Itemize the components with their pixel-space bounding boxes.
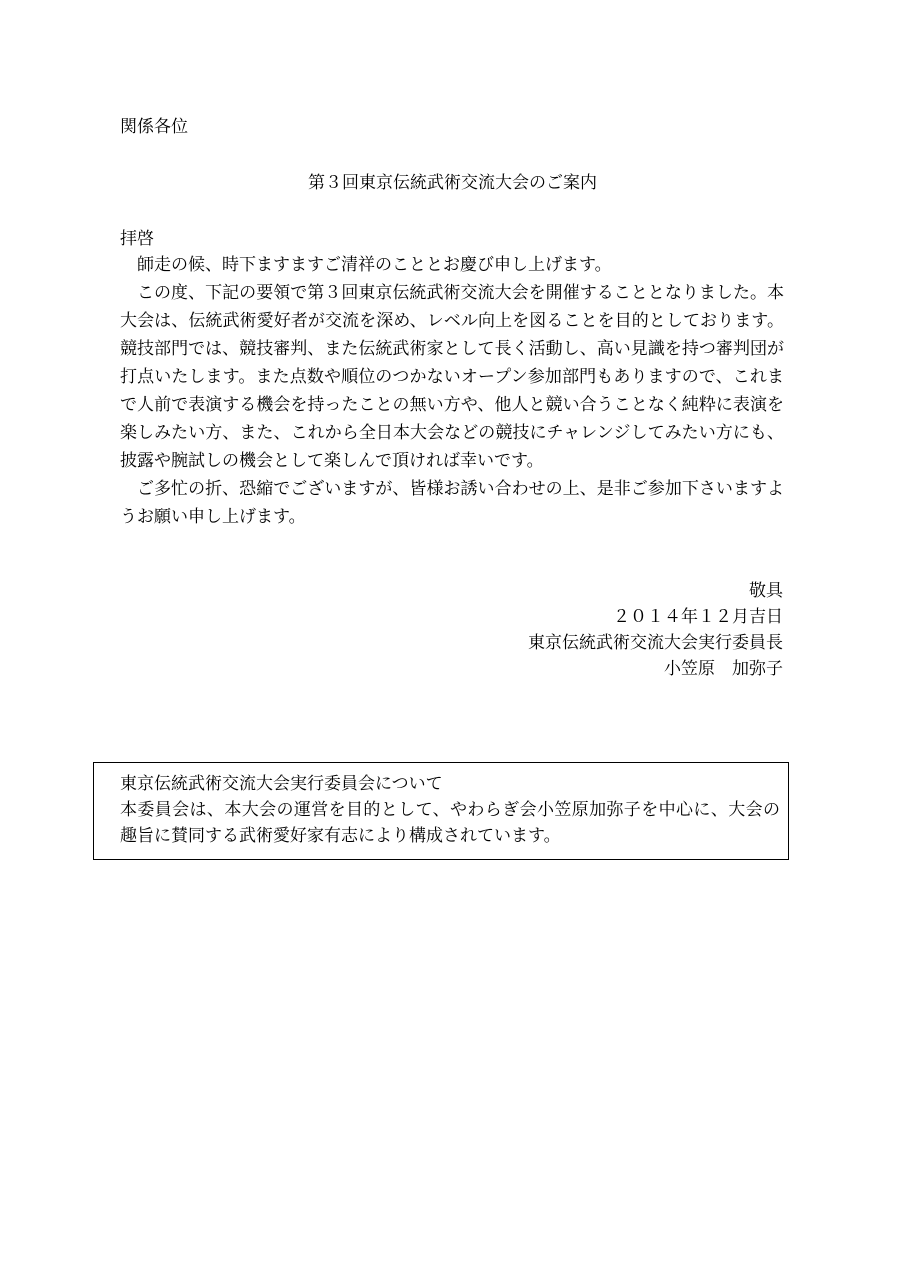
letter-title: 第３回東京伝統武術交流大会のご案内 [308,173,597,193]
committee-heading: 東京伝統武術交流大会実行委員会について [120,774,443,794]
addressee: 関係各位 [120,117,188,137]
body-paragraph-greeting: 師走の候、時下ますますご清祥のこととお慶び申し上げます。 [137,255,612,275]
letter-date: ２０１４年１２月吉日 [613,607,783,627]
body-paragraph-request: ご多忙の折、恐縮でございますが、皆様お誘い合わせの上、是非ご参加下さいますようお願い申し上げます。 [120,479,784,527]
sender-name: 小笠原 加弥子 [664,659,783,679]
committee-description: 本委員会は、本大会の運営を目的として、やわらぎ会小笠原加弥子を中心に、大会の趣旨に賛同する武術愛好家有志により構成されています。 [120,800,780,846]
body-paragraph-announcement: この度、下記の要領で第３回東京伝統武術交流大会を開催することとなりました。本大会は、伝統武術愛好者が交流を深め、レベル向上を図ることを目的としております。競技部門では、競技審判、また伝統武術家として長く活動し、高い見識を持つ審判団が打点いたします。また点数や順位のつかないオープン参加部門もありますので、これまで人前で表演する機会を持ったことの無い方や、他人と競い合うことなく純粋に表演を楽しみたい方、また、これから全日本大会などの競技にチャレンジしてみたい方にも、披露や腕試しの機会として楽しんで頂ければ幸いです。 [120,283,784,471]
salutation: 拝啓 [120,229,154,249]
closing-block [528,578,783,682]
committee-info-box [93,762,789,860]
closing-word: 敬具 [749,581,783,601]
letter-body [120,251,784,531]
sender-organization: 東京伝統武術交流大会実行委員長 [528,633,783,653]
